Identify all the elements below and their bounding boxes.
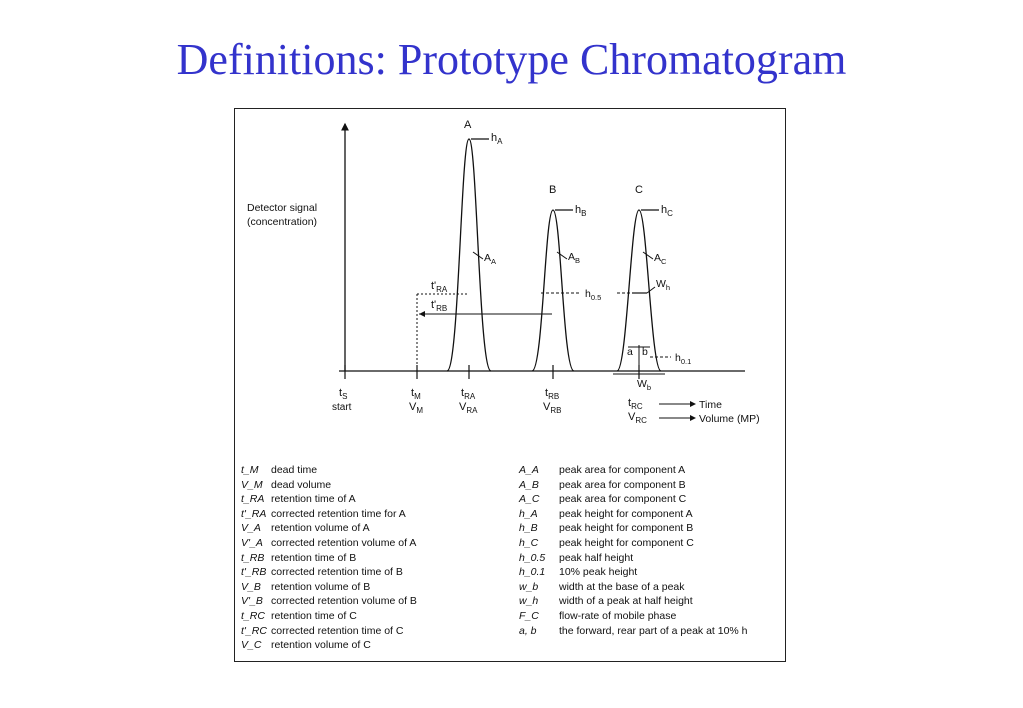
glossary-row: [519, 521, 781, 536]
glossary-definition: corrected retention volume of B: [271, 595, 417, 608]
glossary-row: [519, 478, 781, 493]
glossary-definition: retention volume of B: [271, 580, 371, 593]
height-label-a: $h_A$: [491, 132, 503, 146]
glossary-row: [241, 507, 509, 522]
glossary-symbol: h_C: [519, 536, 539, 549]
chromatogram-figure: [234, 108, 786, 662]
tra-label: $t_{RA}$: [461, 387, 476, 401]
glossary-symbol: V'_B: [241, 595, 263, 608]
glossary-symbol: V_C: [241, 639, 262, 652]
glossary-definition: peak half height: [559, 551, 634, 564]
glossary-definition: retention time of C: [271, 609, 357, 622]
glossary-row: [519, 551, 781, 566]
glossary-definition: the forward, rear part of a peak at 10% h: [559, 624, 748, 637]
glossary-row: [241, 536, 509, 551]
glossary-symbol: t_RA: [241, 493, 265, 506]
glossary-symbol: a, b: [519, 624, 537, 637]
glossary-definition: corrected retention time for A: [271, 507, 406, 520]
glossary-definition: corrected retention time of C: [271, 624, 404, 637]
tra-prime-label: $t'_{RA}$: [431, 280, 448, 294]
glossary-symbol: V'_A: [241, 536, 263, 549]
volume-label: Volume (MP): [699, 413, 760, 425]
glossary-symbol: h_B: [519, 522, 538, 535]
glossary-symbol: t_RC: [241, 609, 265, 622]
ts-label: $t_S$: [339, 387, 348, 401]
time-label: Time: [699, 399, 722, 411]
trb-label: $t_{RB}$: [545, 387, 560, 401]
peak-label-c: C: [635, 184, 643, 196]
glossary-symbol: t'_RC: [241, 624, 267, 637]
glossary-row: [241, 638, 509, 653]
glossary-symbol: t'_RB: [241, 566, 267, 579]
glossary-row: [519, 507, 781, 522]
glossary-row: [519, 565, 781, 580]
glossary-symbol: h_0.1: [519, 566, 546, 579]
glossary-symbol: A_B: [519, 478, 539, 491]
glossary-definition: retention volume of C: [271, 639, 371, 652]
glossary-row: [241, 551, 509, 566]
glossary-left-column: [241, 463, 509, 653]
glossary-definition: dead time: [271, 464, 318, 476]
glossary-row: [519, 492, 781, 507]
base-width-label: $W_b$: [637, 378, 652, 392]
glossary-definition: peak area for component C: [559, 493, 687, 506]
glossary-symbol: h_A: [519, 507, 538, 520]
peak-b: [532, 210, 574, 371]
glossary-symbol: V_M: [241, 478, 263, 491]
height-label-b: $h_B$: [575, 204, 587, 218]
glossary-row: [519, 624, 781, 639]
vrb-label: $V_{RB}$: [543, 401, 562, 415]
glossary-definition: flow-rate of mobile phase: [559, 609, 677, 622]
glossary-row: [241, 521, 509, 536]
vrc-label: $V_{RC}$: [628, 411, 647, 425]
glossary-symbol: t'_RA: [241, 507, 267, 520]
glossary-symbol: V_A: [241, 522, 261, 535]
glossary-definition: 10% peak height: [559, 566, 638, 579]
glossary-definition: peak area for component A: [559, 464, 686, 476]
glossary-row: [241, 580, 509, 595]
tm-label: $t_M$: [411, 387, 421, 401]
glossary-definition: corrected retention volume of A: [271, 536, 417, 549]
glossary-symbol: V_B: [241, 580, 261, 593]
glossary-row: [241, 609, 509, 624]
height-label-c: $h_C$: [661, 204, 673, 218]
glossary-row: [241, 463, 509, 478]
y-axis-label-line1: Detector signal: [247, 202, 318, 214]
vm-label: $V_M$: [409, 401, 424, 415]
glossary-symbol: A_A: [519, 464, 539, 476]
glossary-definition: peak height for component B: [559, 522, 694, 535]
tenth-height-label: $h_{0.1}$: [675, 352, 692, 366]
a-label: a: [627, 346, 633, 358]
trc-label: $t_{RC}$: [628, 397, 643, 411]
area-label-a: $A_A$: [484, 252, 497, 266]
glossary-symbol: A_C: [519, 493, 540, 506]
glossary-symbol: F_C: [519, 609, 539, 622]
y-axis-label-line2: (concentration): [247, 216, 318, 228]
half-width-label: $W_h$: [656, 278, 671, 292]
glossary-definition: peak area for component B: [559, 478, 686, 491]
glossary-row: [241, 478, 509, 493]
area-label-c: $A_C$: [654, 252, 667, 266]
glossary-definition: peak height for component A: [559, 507, 693, 520]
slide-title: Definitions: Prototype Chromatogram: [176, 35, 847, 84]
vra-label: $V_{RA}$: [459, 401, 478, 415]
area-label-b: $A_B$: [568, 251, 581, 265]
glossary-definition: retention time of B: [271, 551, 357, 564]
glossary-definition: retention volume of A: [271, 522, 370, 535]
glossary-row: [241, 492, 509, 507]
half-height-label: $h_{0.5}$: [585, 288, 602, 302]
glossary-symbol: t_RB: [241, 551, 265, 564]
glossary-row: [519, 609, 781, 624]
b-label: b: [642, 346, 648, 358]
glossary-definition: peak height for component C: [559, 536, 694, 549]
glossary-definition: width of a peak at half height: [559, 595, 693, 608]
glossary-row: [519, 536, 781, 551]
glossary-row: [519, 463, 781, 478]
glossary-definition: width at the base of a peak: [559, 580, 685, 593]
glossary-row: [519, 580, 781, 595]
glossary-row: [241, 594, 509, 609]
glossary-definition: retention time of A: [271, 493, 356, 506]
glossary-definition: corrected retention time of B: [271, 566, 403, 579]
glossary-symbol: t_M: [241, 464, 259, 476]
peak-label-b: B: [549, 184, 557, 196]
peak-label-a: A: [464, 119, 472, 131]
glossary-symbol: w_h: [519, 595, 539, 608]
trb-prime-label: $t'_{RB}$: [431, 299, 448, 313]
glossary-symbol: w_b: [519, 580, 539, 593]
start-label: start: [332, 402, 352, 413]
glossary-row: [519, 594, 781, 609]
glossary-right-column: [519, 463, 781, 638]
glossary-definition: dead volume: [271, 478, 332, 491]
glossary-symbol: h_0.5: [519, 551, 546, 564]
glossary-row: [241, 624, 509, 639]
glossary-row: [241, 565, 509, 580]
